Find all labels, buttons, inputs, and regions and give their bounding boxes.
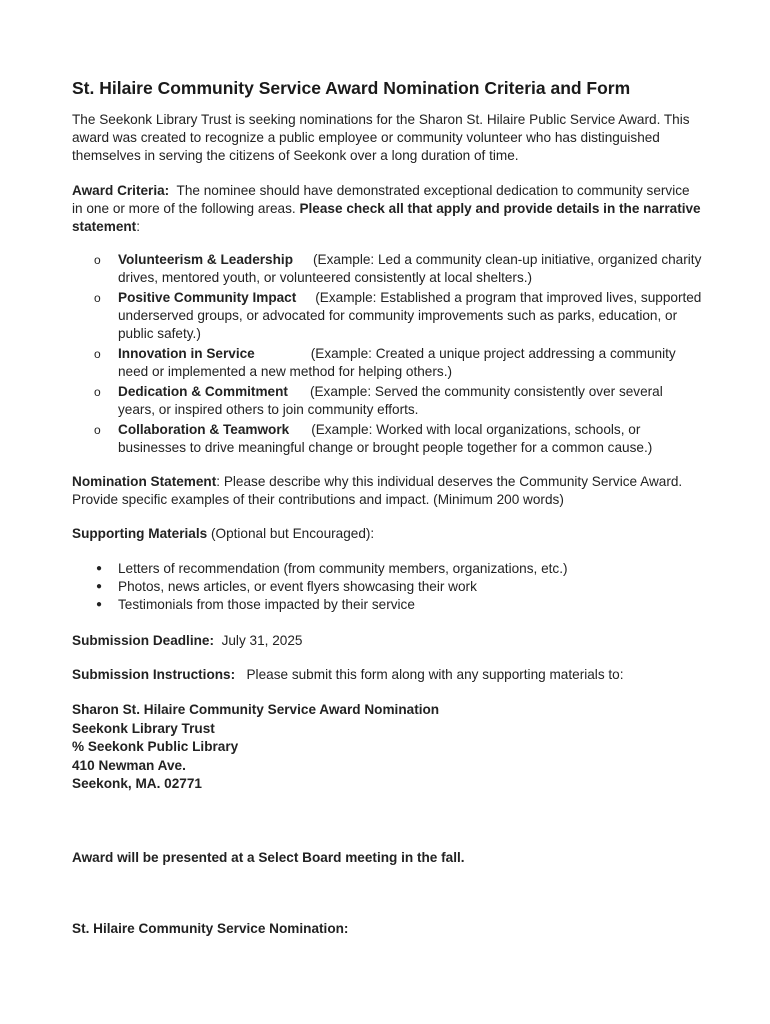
submission-instructions-value: Please submit this form along with any supporting materials to: [246, 667, 624, 682]
criteria-item-name: Dedication & Commitment [118, 384, 288, 399]
award-criteria-paragraph [72, 182, 702, 236]
submission-deadline-value: July 31, 2025 [221, 633, 303, 648]
bullet-icon: ● [96, 581, 103, 592]
checkbox-circle-icon[interactable]: o [94, 385, 101, 399]
bullet-icon: ● [96, 599, 103, 610]
award-criteria-emphasis: Please check all that apply and provide details in the narrative statement [72, 201, 701, 234]
list-item-text: Photos, news articles, or event flyers showcasing their work [118, 579, 477, 594]
criteria-item-innovation[interactable] [72, 345, 702, 381]
submission-deadline [72, 632, 702, 650]
criteria-list [72, 251, 702, 459]
criteria-item-example: (Example: Served the community consistently over several years, or inspired others to join community efforts. [118, 384, 663, 417]
intro-paragraph: The Seekonk Library Trust is seeking nominations for the Sharon St. Hilaire Public Service Award. This award was created to recognize a public employee or community volunteer who has distinguished themselves in serving the citizens of Seekonk over a long duration of time. [72, 112, 690, 163]
criteria-item-collaboration[interactable] [72, 421, 702, 457]
criteria-item-name: Positive Community Impact [118, 290, 297, 305]
criteria-item-dedication[interactable] [72, 383, 702, 419]
mailing-address [72, 701, 702, 794]
criteria-item-name: Innovation in Service [118, 346, 255, 361]
list-item [72, 578, 702, 596]
checkbox-circle-icon[interactable]: o [94, 347, 101, 361]
checkbox-circle-icon[interactable]: o [94, 291, 101, 305]
nomination-form-heading: St. Hilaire Community Service Nomination: [72, 921, 349, 936]
address-line: Seekonk Library Trust [72, 720, 215, 736]
award-presentation-note: Award will be presented at a Select Board meeting in the fall. [72, 850, 465, 865]
criteria-item-volunteerism[interactable] [72, 251, 702, 287]
nomination-statement-paragraph [72, 473, 702, 509]
submission-instructions-label: Submission Instructions: [72, 667, 236, 682]
award-criteria-label: Award Criteria: [72, 183, 170, 198]
award-criteria-colon: : [136, 219, 140, 234]
criteria-item-example: (Example: Worked with local organizations, schools, or businesses to drive meaningful change or brought people together for a common cause.) [118, 422, 653, 455]
criteria-item-name: Collaboration & Teamwork [118, 422, 290, 437]
nomination-statement-label: Nomination Statement [72, 474, 217, 489]
supporting-materials-heading [72, 525, 702, 543]
address-line: Seekonk, MA. 02771 [72, 776, 202, 791]
supporting-materials-label: Supporting Materials [72, 526, 208, 541]
bullet-icon: ● [96, 563, 103, 574]
nomination-statement-text: : Please describe why this individual deserves the Community Service Award. Provide specific examples of their contributions and impact. (Minimum 200 words) [72, 474, 683, 507]
list-item [72, 560, 702, 578]
list-item [72, 596, 702, 614]
address-line: % Seekonk Public Library [72, 739, 239, 754]
list-item-text: Testimonials from those impacted by their service [118, 597, 415, 612]
address-line: Sharon St. Hilaire Community Service Award Nomination [72, 702, 440, 717]
page-title: St. Hilaire Community Service Award Nomination Criteria and Form [72, 78, 631, 98]
criteria-item-name: Volunteerism & Leadership [118, 252, 293, 267]
submission-deadline-label: Submission Deadline: [72, 633, 215, 648]
submission-instructions [72, 666, 702, 684]
list-item-text: Letters of recommendation (from community members, organizations, etc.) [118, 561, 568, 576]
checkbox-circle-icon[interactable]: o [94, 253, 101, 267]
criteria-item-positive-impact[interactable] [72, 289, 702, 343]
supporting-materials-note: (Optional but Encouraged): [207, 526, 375, 541]
supporting-materials-list [72, 560, 702, 614]
criteria-item-example: (Example: Created a unique project addressing a community need or implemented a new method for helping others.) [118, 346, 676, 379]
award-criteria-text: The nominee should have demonstrated exceptional dedication to community service in one or more of the following areas. [72, 183, 690, 216]
criteria-item-example: (Example: Established a program that improved lives, supported underserved groups, or advocated for community improvements such as parks, education, or public safety.) [118, 290, 702, 341]
criteria-item-example: (Example: Led a community clean-up initiative, organized charity drives, mentored youth, or volunteered consistently at local shelters.) [118, 252, 702, 285]
address-line: 410 Newman Ave. [72, 757, 186, 773]
checkbox-circle-icon[interactable]: o [94, 423, 101, 437]
